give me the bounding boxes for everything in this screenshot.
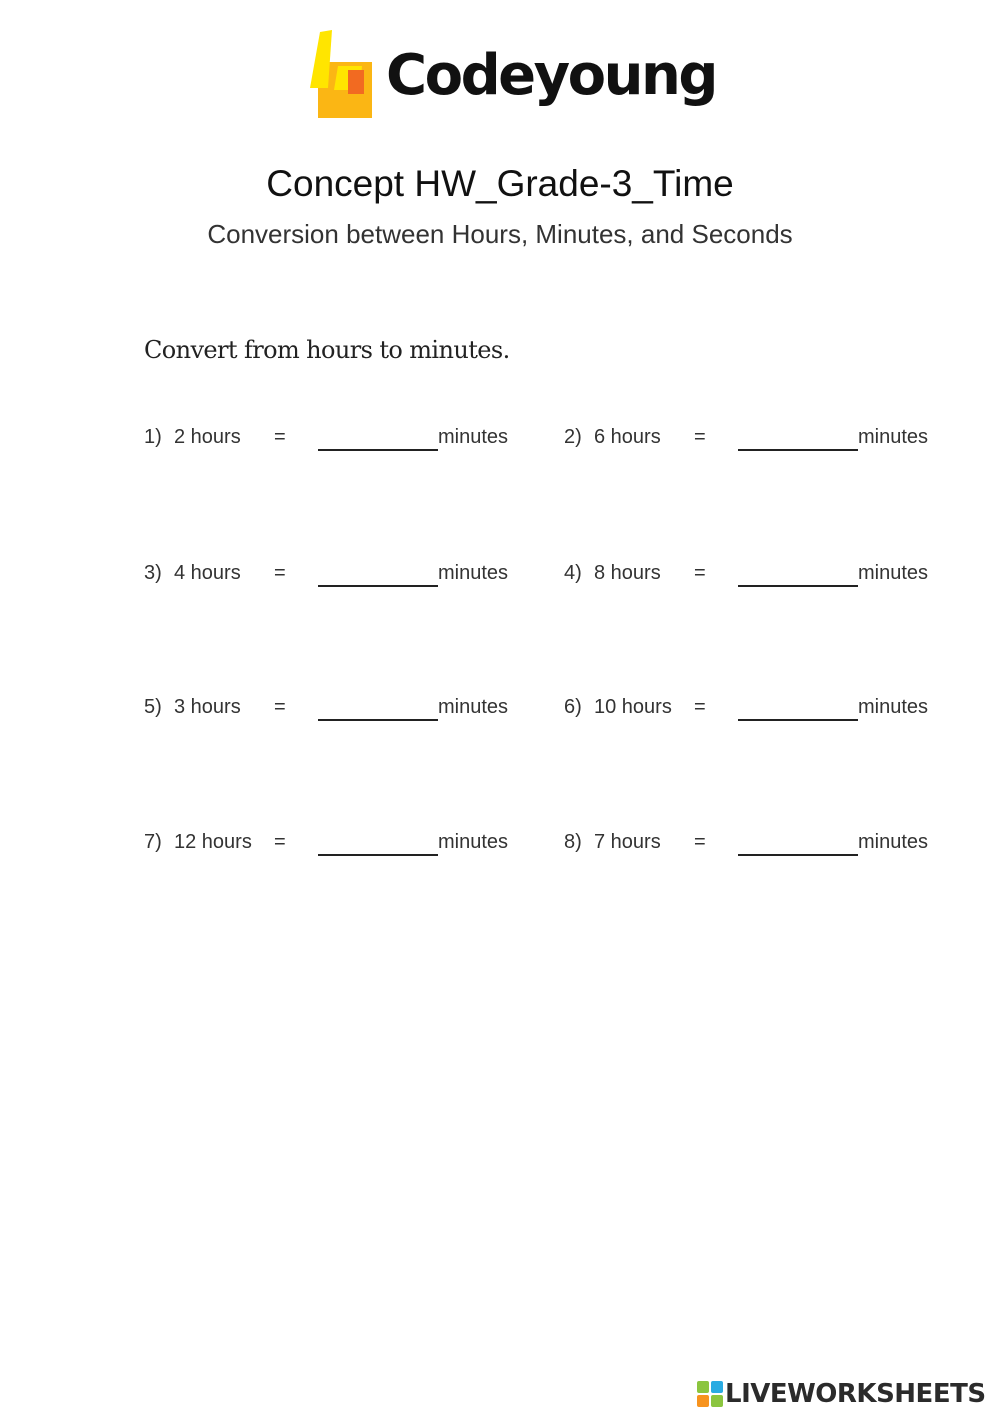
liveworksheets-watermark: [697, 1377, 997, 1411]
answer-blank[interactable]: [318, 719, 438, 721]
problem-number: 7): [144, 831, 162, 853]
problem-number: 4): [564, 562, 582, 584]
problem-3: [144, 556, 514, 590]
problem-unit: minutes: [438, 831, 509, 853]
problem-quantity: 4 hours: [174, 562, 241, 584]
equals-sign: =: [274, 562, 286, 584]
codeyoung-logo: [310, 30, 716, 130]
problem-unit: minutes: [858, 831, 929, 853]
problem-quantity: 10 hours: [594, 696, 672, 718]
problem-number: 6): [564, 696, 582, 718]
problem-2: [564, 420, 934, 454]
problem-6: [564, 690, 934, 724]
problem-7: [144, 825, 514, 859]
problem-unit: minutes: [858, 426, 929, 448]
answer-blank[interactable]: [738, 449, 858, 451]
problem-5: [144, 690, 514, 724]
problem-number: 3): [144, 562, 162, 584]
problem-unit: minutes: [858, 696, 929, 718]
problem-number: 5): [144, 696, 162, 718]
problem-unit: minutes: [438, 696, 509, 718]
liveworksheets-logo-icon: [697, 1381, 723, 1407]
answer-blank[interactable]: [738, 854, 858, 856]
equals-sign: =: [694, 831, 706, 853]
problem-quantity: 3 hours: [174, 696, 241, 718]
problem-number: 1): [144, 426, 162, 448]
problem-quantity: 6 hours: [594, 426, 661, 448]
problem-unit: minutes: [438, 426, 509, 448]
problem-4: [564, 556, 934, 590]
problem-number: 2): [564, 426, 582, 448]
problem-unit: minutes: [858, 562, 929, 584]
answer-blank[interactable]: [318, 449, 438, 451]
codeyoung-logo-icon: [310, 30, 376, 122]
problem-quantity: 8 hours: [594, 562, 661, 584]
problem-1: [144, 420, 514, 454]
equals-sign: =: [274, 696, 286, 718]
answer-blank[interactable]: [738, 585, 858, 587]
equals-sign: =: [694, 696, 706, 718]
page-title: Concept HW_Grade-3_Time: [266, 163, 734, 204]
problem-quantity: 12 hours: [174, 831, 252, 853]
problem-8: [564, 825, 934, 859]
answer-blank[interactable]: [318, 585, 438, 587]
page-subtitle: Conversion between Hours, Minutes, and Seconds: [207, 219, 793, 249]
instruction-text: Convert from hours to minutes.: [144, 336, 510, 364]
equals-sign: =: [274, 426, 286, 448]
problem-number: 8): [564, 831, 582, 853]
problem-quantity: 7 hours: [594, 831, 661, 853]
equals-sign: =: [694, 562, 706, 584]
brand-wordmark: Codeyoung: [386, 43, 716, 108]
problem-unit: minutes: [438, 562, 509, 584]
equals-sign: =: [274, 831, 286, 853]
answer-blank[interactable]: [318, 854, 438, 856]
equals-sign: =: [694, 426, 706, 448]
problem-quantity: 2 hours: [174, 426, 241, 448]
liveworksheets-wordmark: LIVEWORKSHEETS: [725, 1379, 986, 1409]
answer-blank[interactable]: [738, 719, 858, 721]
